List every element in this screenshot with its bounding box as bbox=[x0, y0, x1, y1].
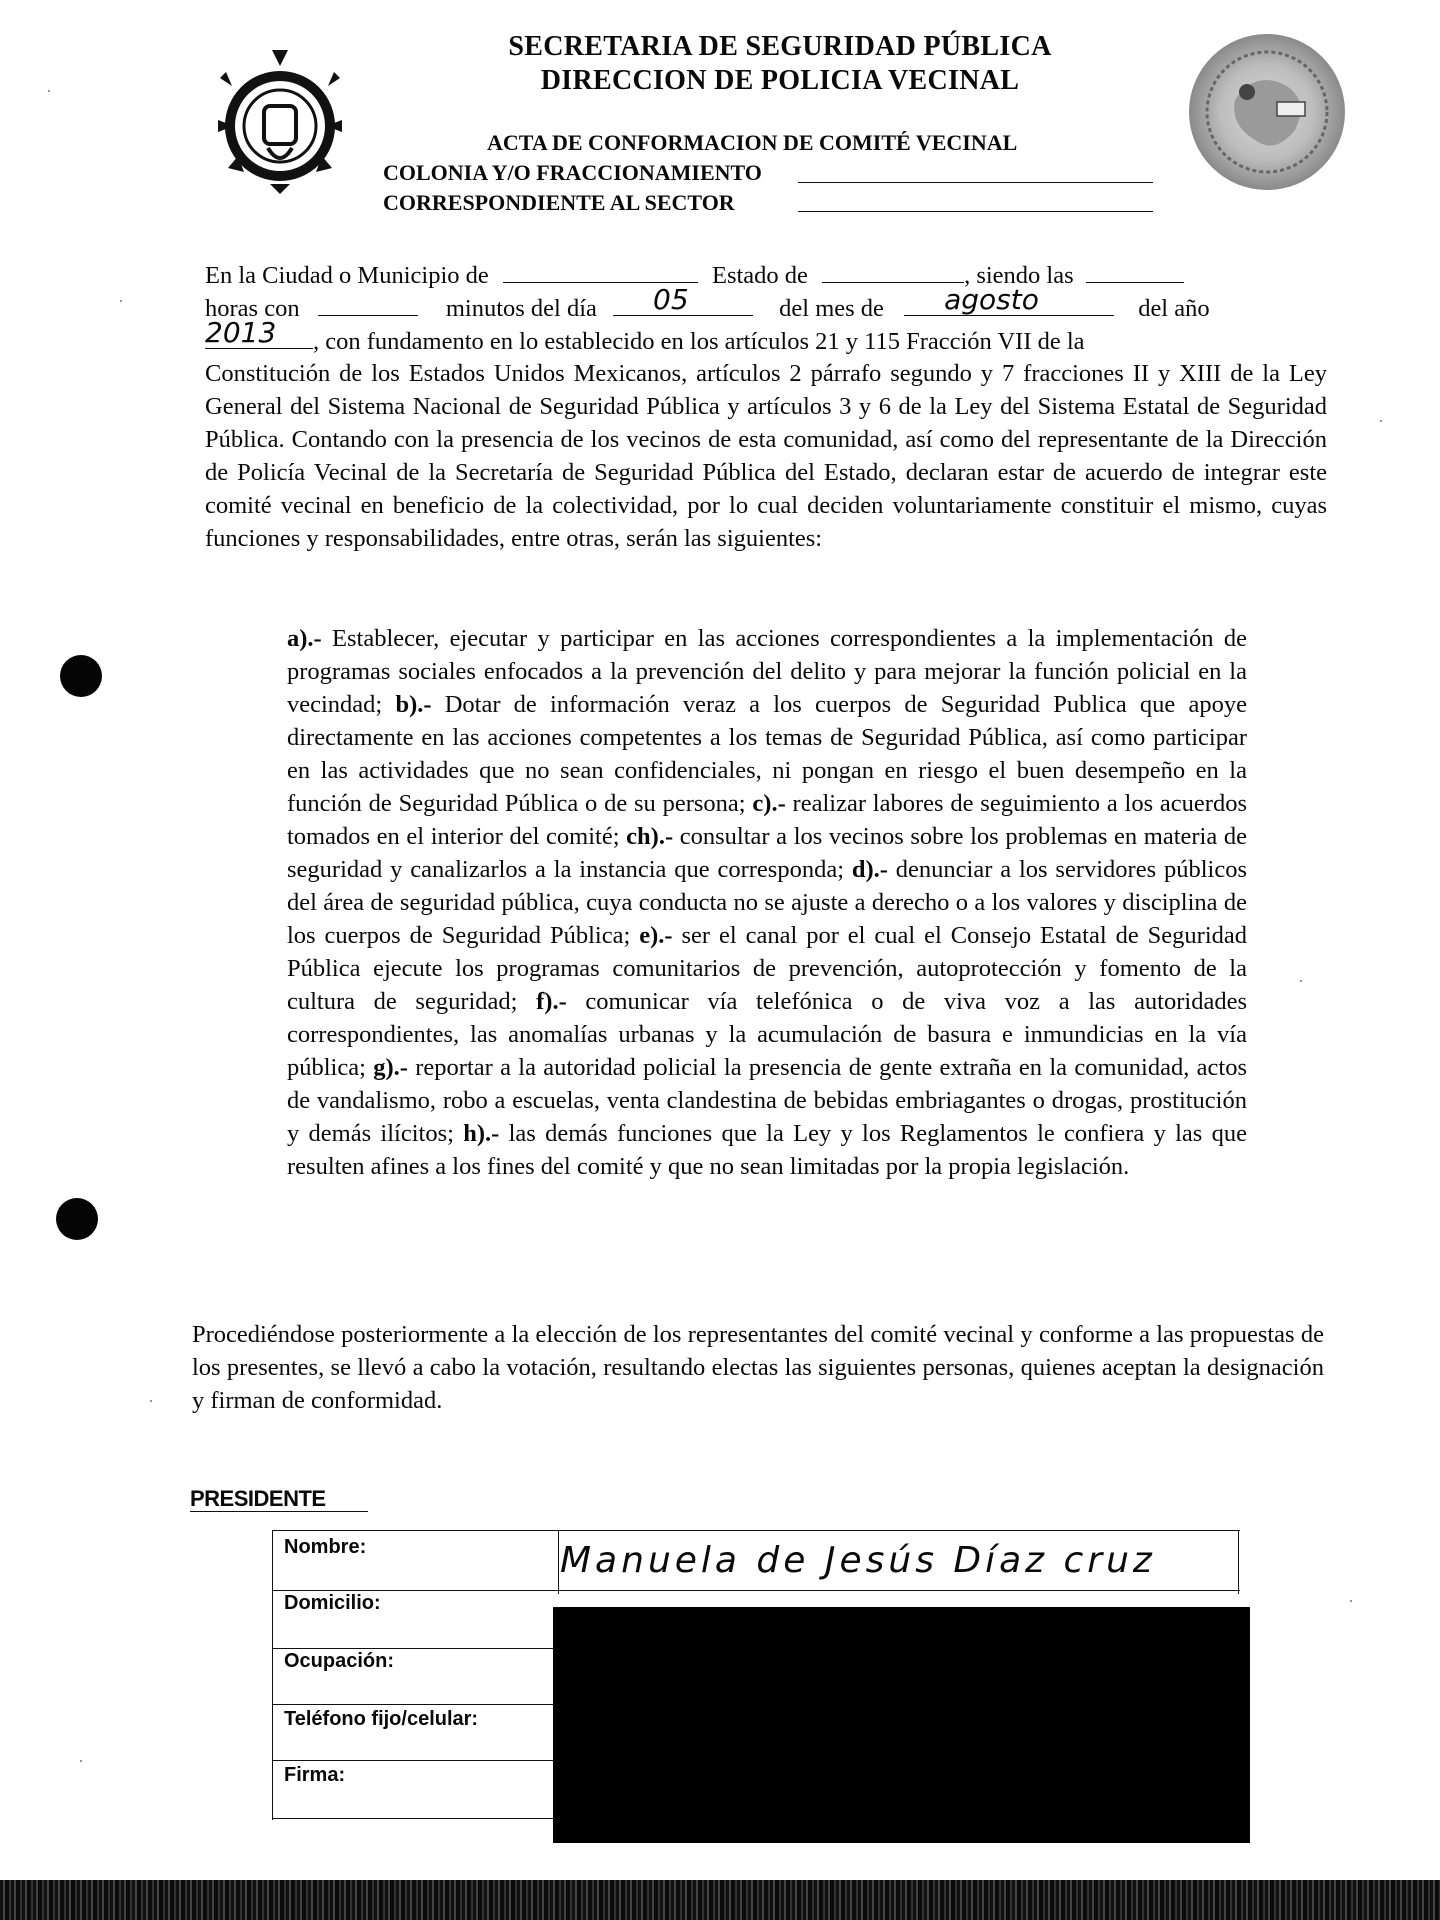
month-blank bbox=[904, 283, 1114, 316]
sector-label: CORRESPONDIENTE AL SECTOR bbox=[383, 190, 735, 215]
intro-month-label: del mes de bbox=[779, 295, 884, 322]
function-ch-text: consultar a los vecinos sobre los problemas en materia de seguridad y canalizarlos a la instancia que corresponda; bbox=[287, 823, 1247, 883]
function-g-key: g).- bbox=[373, 1054, 408, 1081]
intro-year-label: del año bbox=[1138, 295, 1210, 322]
minutes-blank bbox=[318, 291, 418, 316]
intro-body: Constitución de los Estados Unidos Mexicanos, artículos 2 párrafo segundo y 7 fracciones II y XIII de la Ley General del Sistema Nacional de Seguridad Pública y artículos 3 y 6 de la Ley del Sistema Estatal de Seguridad Pública. Contando con la presencia de los vecinos de esta comunidad, así como del representante de la Dirección de Policía Vecinal de la Secretaría de Seguridad Pública del Estado, declaran estar de acuerdo de integrar este comité vecinal en beneficio de la colectividad, por lo cual deciden voluntariamente constituir el mismo, cuyas funciones y responsabilidades, entre otras, serán las siguientes: bbox=[205, 360, 1327, 552]
table-right-border bbox=[1238, 1530, 1239, 1594]
header-title-line2: DIRECCION DE POLICIA VECINAL bbox=[540, 65, 1020, 96]
president-section-label: PRESIDENTE bbox=[190, 1486, 326, 1511]
function-f-key: f).- bbox=[536, 988, 567, 1015]
intro-line-2 bbox=[205, 283, 1327, 325]
punch-hole-top bbox=[60, 655, 102, 697]
scan-bottom-edge bbox=[0, 1880, 1440, 1920]
sector-blank-line bbox=[798, 211, 1153, 212]
table-middle-border bbox=[558, 1530, 559, 1594]
function-e-text: ser el canal por el cual el Consejo Estatal de Seguridad Pública ejecute los programas comunitarios de prevención, autoprotección y fomento de la cultura de seguridad; bbox=[287, 922, 1248, 1015]
function-ch-key: ch).- bbox=[626, 823, 674, 850]
functions-paragraph bbox=[287, 622, 1247, 1183]
state-blank bbox=[822, 258, 964, 283]
city-blank bbox=[503, 258, 698, 283]
redaction-block bbox=[553, 1607, 1250, 1843]
intro-state-label: Estado de bbox=[712, 262, 808, 289]
year-blank bbox=[205, 316, 313, 349]
president-label-underline bbox=[190, 1511, 368, 1512]
day-handwritten: 05 bbox=[653, 283, 689, 316]
scan-speck bbox=[1380, 420, 1382, 422]
header-title-line1: SECRETARIA DE SEGURIDAD PÚBLICA bbox=[508, 31, 1052, 62]
address-label: Domicilio: bbox=[284, 1592, 381, 1614]
phone-label: Teléfono fijo/celular: bbox=[284, 1708, 479, 1730]
function-c-text: realizar labores de seguimiento a los acuerdos tomados en el interior del comité; bbox=[287, 790, 1248, 850]
function-c-key: c).- bbox=[752, 790, 786, 817]
month-handwritten: agosto bbox=[944, 283, 1039, 316]
function-a-text: Establecer, ejecutar y participar en las acciones correspondientes a la implementación de programas sociales enfocados a la prevención del delito y para mejorar la función policial en la vecindad; bbox=[287, 625, 1247, 718]
function-d-key: d).- bbox=[851, 856, 888, 883]
table-left-border bbox=[272, 1530, 273, 1820]
function-g-text: reportar a la autoridad policial la presencia de gente extraña en la comunidad, actos de vandalismo, robo a escuelas, venta clandestina de bebidas embriagantes o drogas, prostitución y demás ilícitos; bbox=[287, 1054, 1247, 1147]
scan-speck bbox=[120, 300, 122, 302]
table-row-border-3 bbox=[272, 1704, 558, 1705]
table-top-border bbox=[272, 1530, 1240, 1531]
function-b-key: b).- bbox=[395, 691, 432, 718]
table-row-border-4 bbox=[272, 1760, 558, 1761]
function-f-text: comunicar vía telefónica o de viva voz a las autoridades correspondientes, las anomalías urbanas y la acumulación de basura e inmundicias en la vía pública; bbox=[287, 988, 1247, 1081]
scan-speck bbox=[80, 1760, 82, 1762]
intro-city-label: En la Ciudad o Municipio de bbox=[205, 262, 489, 289]
closing-paragraph: Procediéndose posteriormente a la elección de los representantes del comité vecinal y conforme a las propuestas de los presentes, se llevó a cabo la votación, resultando electas las siguientes personas, quienes aceptan la designación y firman de conformidad. bbox=[192, 1321, 1324, 1414]
function-d-text: denunciar a los servidores públicos del área de seguridad pública, cuya conducta no se ajuste a derecho o a los valores y disciplina de los cuerpos de Seguridad Pública; bbox=[287, 856, 1247, 949]
punch-hole-bottom bbox=[56, 1198, 98, 1240]
acta-title: ACTA DE CONFORMACION DE COMITÉ VECINAL bbox=[487, 130, 1018, 155]
intro-legal-basis: , con fundamento en lo establecido en los artículos 21 y 115 Fracción VII de la bbox=[313, 328, 1085, 355]
table-bottom-border bbox=[272, 1818, 558, 1819]
function-h-text: las demás funciones que la Ley y los Reglamentos le confiera y las que resulten afines a los fines del comité y que no sean limitadas por la propia legislación. bbox=[287, 1120, 1247, 1180]
intro-line-3 bbox=[205, 316, 1327, 358]
hours-blank bbox=[1086, 258, 1184, 283]
function-a-key: a).- bbox=[287, 625, 322, 652]
name-label: Nombre: bbox=[284, 1536, 367, 1558]
day-blank bbox=[613, 283, 753, 316]
intro-paragraph bbox=[205, 357, 1327, 555]
scan-speck bbox=[48, 90, 50, 92]
scan-speck bbox=[1300, 980, 1302, 982]
colonia-label: COLONIA Y/O FRACCIONAMIENTO bbox=[383, 160, 762, 185]
intro-line-1 bbox=[205, 258, 1327, 292]
police-emblem-icon bbox=[210, 48, 350, 198]
function-e-key: e).- bbox=[639, 922, 673, 949]
table-row-border-1 bbox=[272, 1590, 1240, 1591]
official-seal-icon bbox=[1185, 30, 1350, 195]
scan-speck bbox=[150, 1400, 152, 1402]
scan-speck bbox=[1350, 1600, 1352, 1602]
signature-label: Firma: bbox=[284, 1764, 346, 1786]
name-handwritten: Manuela de Jesús Díaz cruz bbox=[560, 1540, 1156, 1581]
colonia-blank-line bbox=[798, 182, 1153, 183]
function-h-key: h).- bbox=[463, 1120, 500, 1147]
year-handwritten: 2013 bbox=[205, 316, 277, 349]
intro-hours-label: , siendo las bbox=[964, 262, 1074, 289]
occupation-label: Ocupación: bbox=[284, 1650, 395, 1672]
table-row-border-2 bbox=[272, 1648, 558, 1649]
intro-hours-with-label: horas con bbox=[205, 295, 300, 322]
function-b-text: Dotar de información veraz a los cuerpos de Seguridad Publica que apoye directamente en las acciones competentes a los temas de Seguridad Pública, así como participar en las actividades que no sean confidenciales, ni pongan en riesgo el buen desempeño en la función de Seguridad Pública o de su persona; bbox=[287, 691, 1247, 817]
intro-day-label: minutos del día bbox=[445, 295, 597, 322]
